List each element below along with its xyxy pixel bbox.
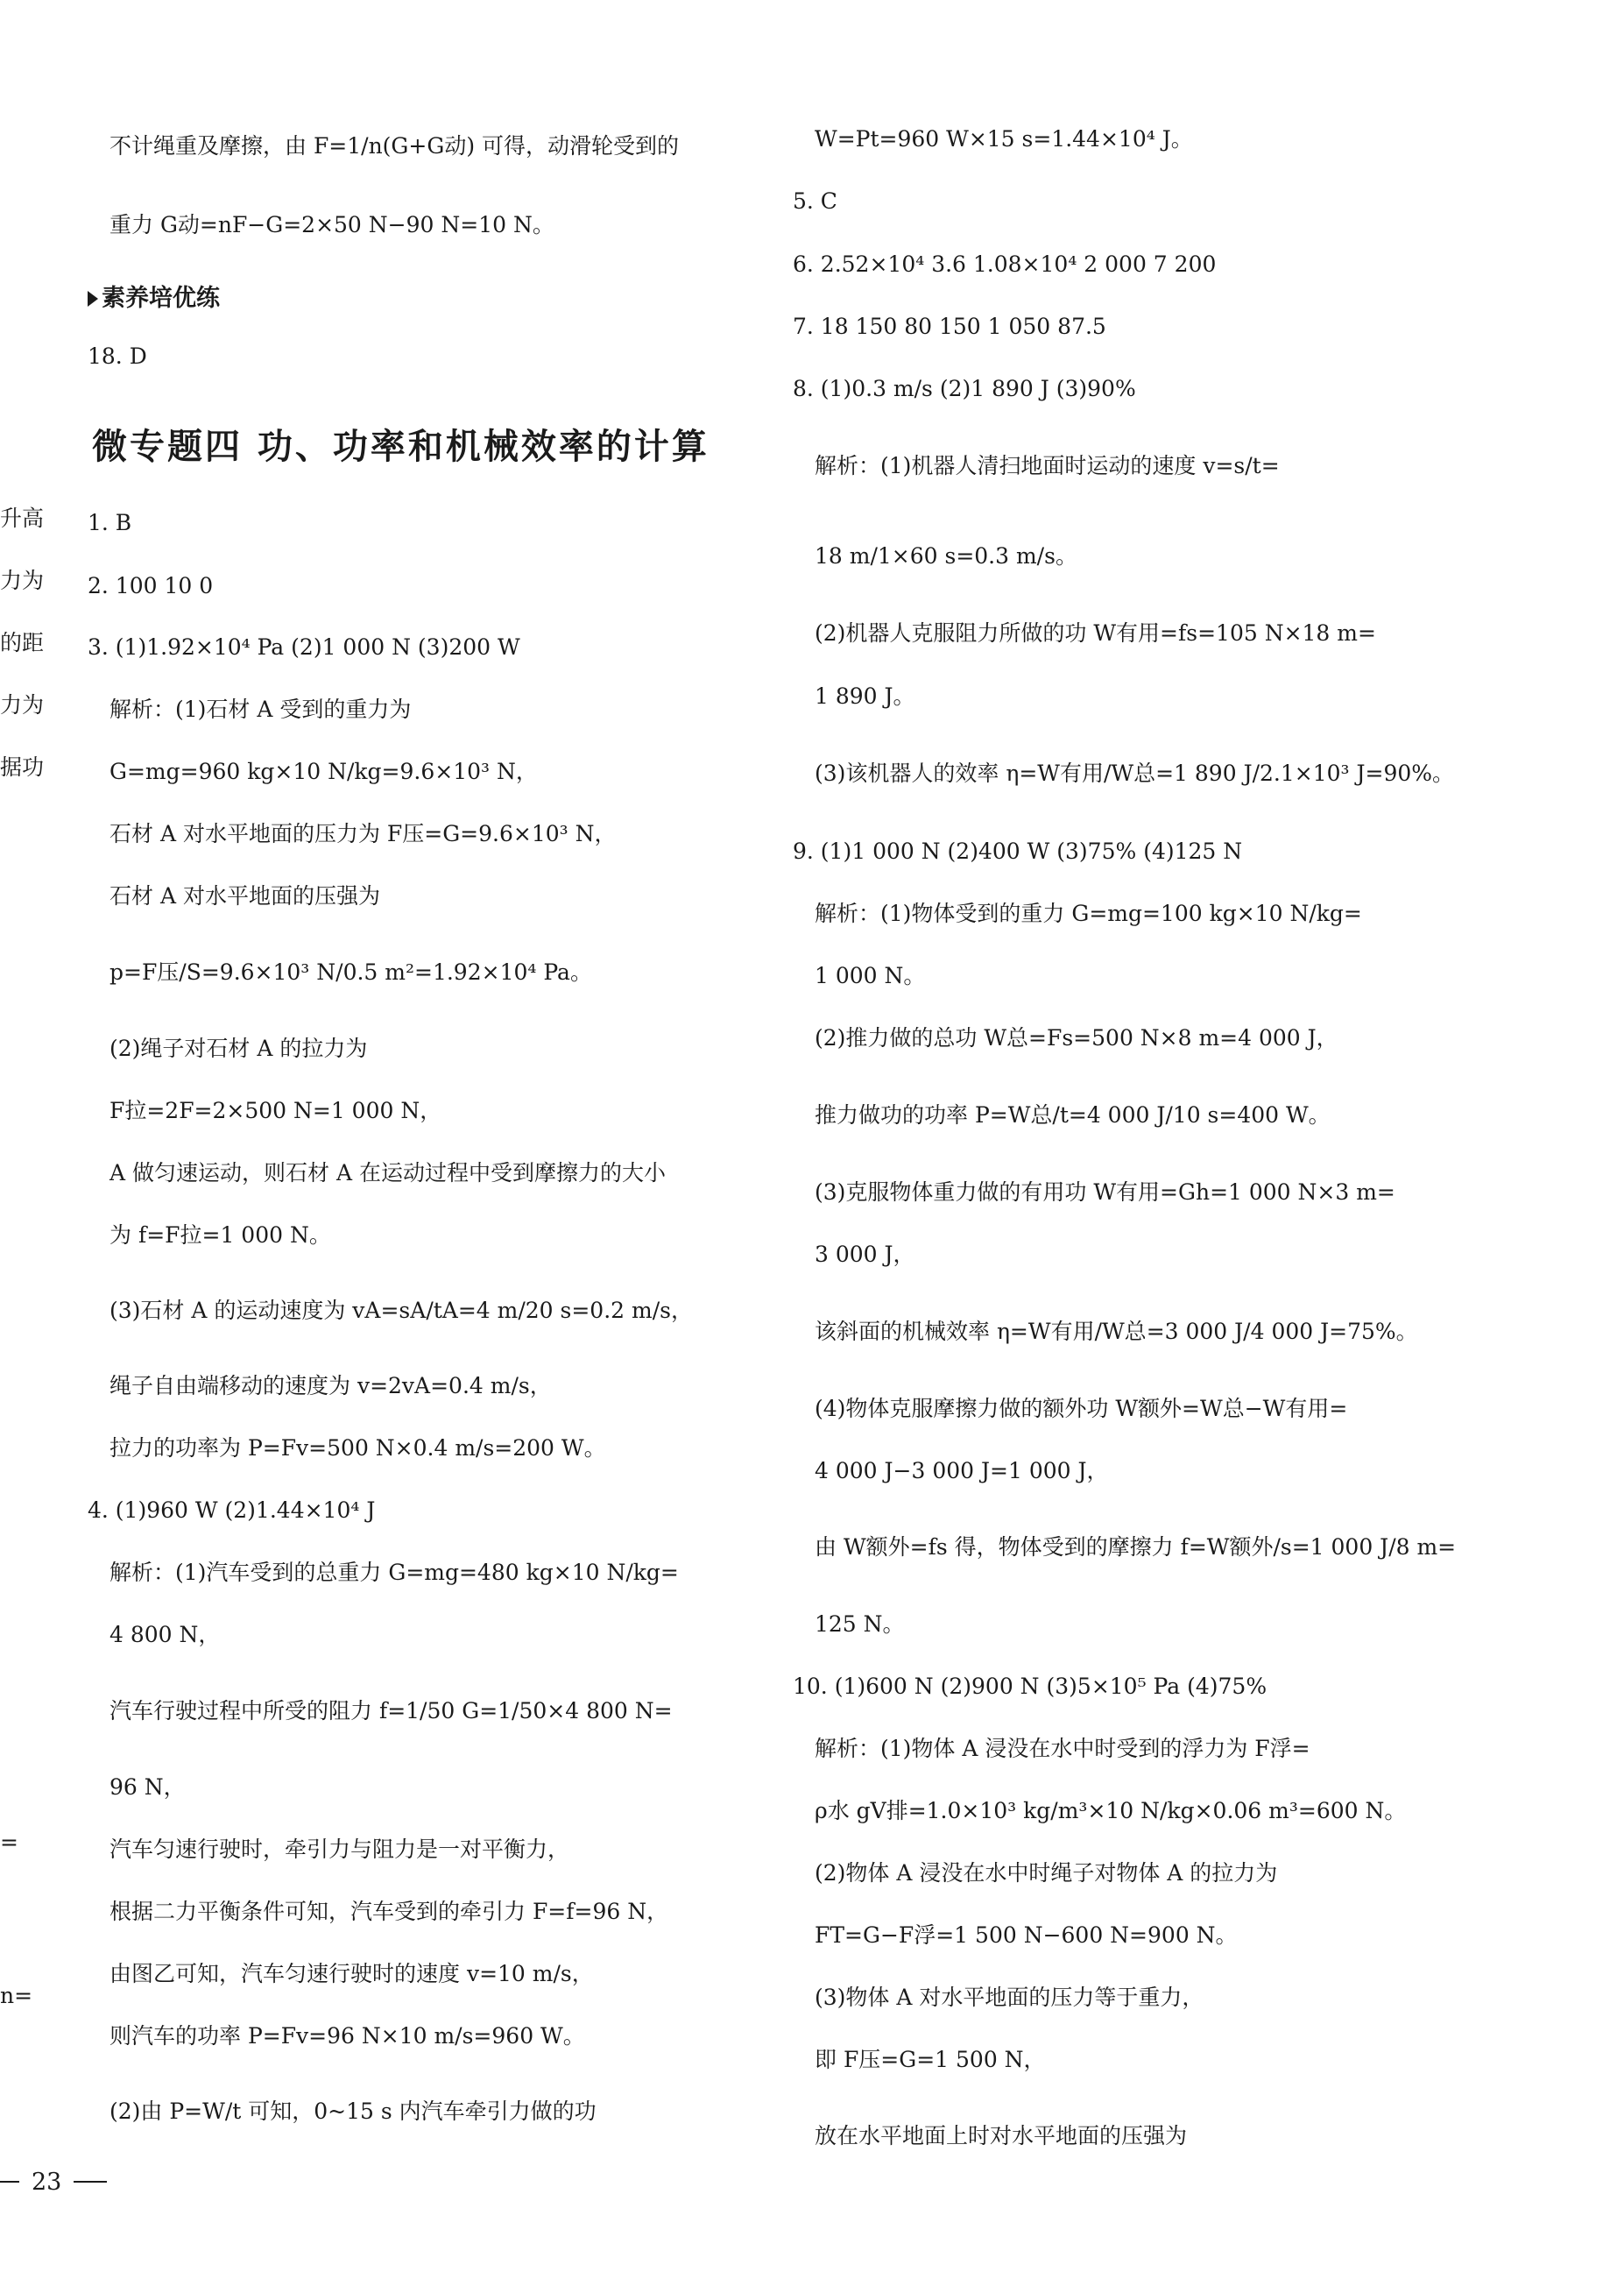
answer-line: 18. D	[88, 343, 147, 369]
text-line: 汽车匀速行驶时，牵引力与阻力是一对平衡力，	[109, 1837, 570, 1862]
text-line: 绳子自由端移动的速度为 v=2vA=0.4 m/s，	[109, 1373, 552, 1398]
text-line: 4 800 N，	[109, 1622, 221, 1647]
text-line: (3)物体 A 对水平地面的压力等于重力，	[815, 1985, 1204, 2010]
text-line: (2)绳子对石材 A 的拉力为	[109, 1036, 368, 1061]
text-line: 重力 G动=nF−G=2×50 N−90 N=10 N。	[109, 212, 554, 237]
text-line: 则汽车的功率 P=Fv=96 N×10 m/s=960 W。	[109, 2023, 585, 2049]
text-line: 解析：(1)汽车受到的总重力 G=mg=480 kg×10 N/kg=	[109, 1560, 679, 1585]
page-title: 微专题四 功、功率和机械效率的计算	[92, 427, 710, 467]
text-line: 1 000 N。	[815, 963, 926, 988]
answer-line: 4. (1)960 W (2)1.44×10⁴ J	[88, 1497, 376, 1523]
text-line: 石材 A 对水平地面的压力为 F压=G=9.6×10³ N，	[109, 821, 617, 846]
text-line: G=mg=960 kg×10 N/kg=9.6×10³ N，	[109, 759, 538, 784]
text-line: 解析：(1)石材 A 受到的重力为	[109, 697, 412, 722]
text-line: p=F压/S=9.6×10³ N/0.5 m²=1.92×10⁴ Pa。	[109, 959, 592, 985]
edge-fragment: 据功	[0, 754, 45, 780]
text-line: W=Pt=960 W×15 s=1.44×10⁴ J。	[815, 126, 1193, 152]
answer-line: 3. (1)1.92×10⁴ Pa (2)1 000 N (3)200 W	[88, 634, 520, 660]
text-line: 由 W额外=fs 得，物体受到的摩擦力 f=W额外/s=1 000 J/8 m=	[815, 1534, 1457, 1560]
text-line: (3)该机器人的效率 η=W有用/W总=1 890 J/2.1×10³ J=90%。	[815, 761, 1455, 786]
text-line: (2)物体 A 浸没在水中时绳子对物体 A 的拉力为	[815, 1860, 1278, 1886]
answer-line: 6. 2.52×10⁴ 3.6 1.08×10⁴ 2 000 7 200	[793, 251, 1217, 277]
text-line: ρ水 gV排=1.0×10³ kg/m³×10 N/kg×0.06 m³=600 N。	[815, 1798, 1407, 1823]
text-line: 根据二力平衡条件可知，汽车受到的牵引力 F=f=96 N，	[109, 1899, 669, 1924]
text-line: (3)克服物体重力做的有用功 W有用=Gh=1 000 N×3 m=	[815, 1179, 1395, 1205]
answer-line: 10. (1)600 N (2)900 N (3)5×10⁵ Pa (4)75%	[793, 1674, 1267, 1699]
answer-line: 1. B	[88, 510, 132, 535]
edge-fragment: 的距	[0, 630, 45, 655]
text-line: 3 000 J，	[815, 1242, 915, 1267]
section-heading: 素养培优练	[88, 279, 220, 313]
answer-line: 8. (1)0.3 m/s (2)1 890 J (3)90%	[793, 376, 1136, 401]
text-line: 即 F压=G=1 500 N，	[815, 2047, 1046, 2072]
edge-fragment: 力为	[0, 568, 45, 593]
text-line: A 做匀速运动，则石材 A 在运动过程中受到摩擦力的大小	[109, 1160, 666, 1186]
text-line: F拉=2F=2×500 N=1 000 N，	[109, 1098, 442, 1123]
text-line: (2)推力做的总功 W总=Fs=500 N×8 m=4 000 J，	[815, 1025, 1338, 1051]
text-line: (2)机器人克服阻力所做的功 W有用=fs=105 N×18 m=	[815, 620, 1376, 646]
edge-fragment: =	[0, 1830, 18, 1855]
text-line: 1 890 J。	[815, 683, 915, 709]
text-line: 放在水平地面上时对水平地面的压强为	[815, 2123, 1188, 2148]
answer-line: 9. (1)1 000 N (2)400 W (3)75% (4)125 N	[793, 839, 1243, 864]
text-line: 由图乙可知，汽车匀速行驶时的速度 v=10 m/s，	[109, 1961, 594, 1986]
text-line: (2)由 P=W/t 可知，0~15 s 内汽车牵引力做的功	[109, 2099, 597, 2124]
answer-line: 7. 18 150 80 150 1 050 87.5	[793, 314, 1106, 339]
edge-fragment: 力为	[0, 692, 45, 718]
edge-fragment: 升高	[0, 506, 45, 531]
text-line: (4)物体克服摩擦力做的额外功 W额外=W总−W有用=	[815, 1396, 1348, 1421]
text-line: 推力做功的功率 P=W总/t=4 000 J/10 s=400 W。	[815, 1102, 1331, 1128]
text-line: 不计绳重及摩擦，由 F=1/n(G+G动) 可得，动滑轮受到的	[109, 133, 680, 159]
text-line: 解析：(1)物体 A 浸没在水中时受到的浮力为 F浮=	[815, 1736, 1310, 1761]
text-line: 18 m/1×60 s=0.3 m/s。	[815, 543, 1077, 569]
triangle-bullet-icon	[88, 291, 98, 307]
dash-divider	[74, 2181, 107, 2183]
text-line: (3)石材 A 的运动速度为 vA=sA/tA=4 m/20 s=0.2 m/s，	[109, 1298, 693, 1323]
text-line: FT=G−F浮=1 500 N−600 N=900 N。	[815, 1922, 1238, 1948]
answer-line: 2. 100 10 0	[88, 573, 214, 598]
dash-divider	[0, 2181, 19, 2183]
text-line: 石材 A 对水平地面的压强为	[109, 883, 380, 909]
text-line: 96 N，	[109, 1774, 186, 1800]
text-line: 解析：(1)机器人清扫地面时运动的速度 v=s/t=	[815, 453, 1280, 478]
text-line: 拉力的功率为 P=Fv=500 N×0.4 m/s=200 W。	[109, 1435, 606, 1461]
text-line: 125 N。	[815, 1611, 905, 1637]
edge-fragment: n=	[0, 1983, 33, 2008]
answer-line: 5. C	[793, 188, 837, 214]
text-line: 解析：(1)物体受到的重力 G=mg=100 kg×10 N/kg=	[815, 901, 1362, 926]
text-line: 汽车行驶过程中所受的阻力 f=1/50 G=1/50×4 800 N=	[109, 1698, 673, 1723]
page-number: 23	[0, 2169, 119, 2196]
text-line: 该斜面的机械效率 η=W有用/W总=3 000 J/4 000 J=75%。	[815, 1319, 1418, 1344]
text-line: 4 000 J−3 000 J=1 000 J，	[815, 1458, 1109, 1483]
text-line: 为 f=F拉=1 000 N。	[109, 1222, 331, 1248]
